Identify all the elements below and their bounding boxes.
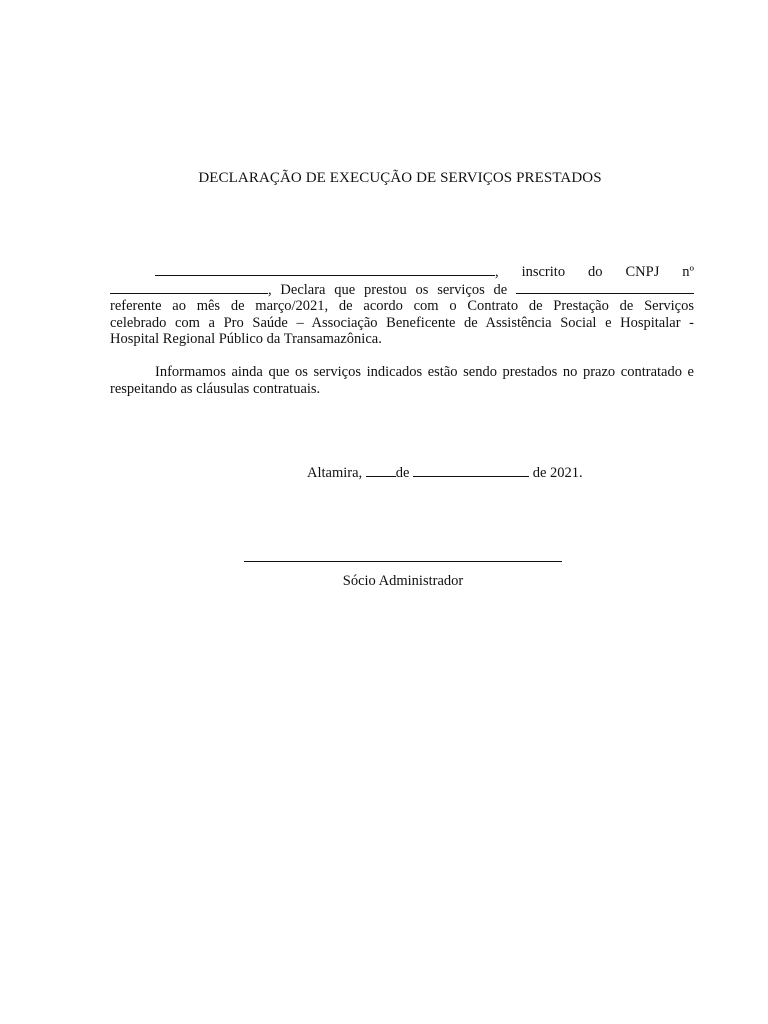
signature-line[interactable] (244, 561, 562, 562)
signature-label: Sócio Administrador (342, 573, 464, 589)
date-line (307, 464, 583, 482)
numero-text: nº (682, 264, 695, 280)
paragraph-line: celebrado com a Pro Saúde – Associação Beneficente de Assistência Social e Hospitalar - (110, 314, 694, 331)
cnpj-blank[interactable] (110, 281, 268, 294)
month-blank[interactable] (413, 464, 529, 477)
information-paragraph (110, 364, 694, 397)
paragraph-line: respeitando as cláusulas contratuais. (110, 380, 321, 397)
day-blank[interactable] (366, 464, 396, 477)
document-title: DECLARAÇÃO DE EXECUÇÃO DE SERVIÇOS PRESTADOS (198, 170, 602, 186)
services-blank[interactable] (516, 281, 694, 294)
paragraph-line (110, 263, 694, 281)
year-text: de 2021. (532, 465, 583, 481)
paragraph-line: Hospital Regional Público da Transamazônica. (110, 331, 382, 348)
company-name-blank[interactable] (155, 263, 495, 276)
paragraph-line: Informamos ainda que os serviços indicados estão sendo prestados no prazo contratado e (155, 364, 694, 380)
paragraph-line (110, 281, 694, 299)
cnpj-text: CNPJ (625, 264, 660, 280)
declara-text: , Declara que prestou os serviços de (268, 281, 508, 298)
comma-text: , (495, 264, 499, 280)
city-text: Altamira, (307, 465, 363, 481)
declaration-paragraph (110, 263, 694, 348)
paragraph-line: referente ao mês de março/2021, de acordo com o Contrato de Prestação de Serviços (110, 298, 694, 315)
do-text: do (588, 264, 603, 280)
de-text: de (395, 465, 410, 481)
inscrito-text: inscrito (521, 264, 566, 280)
